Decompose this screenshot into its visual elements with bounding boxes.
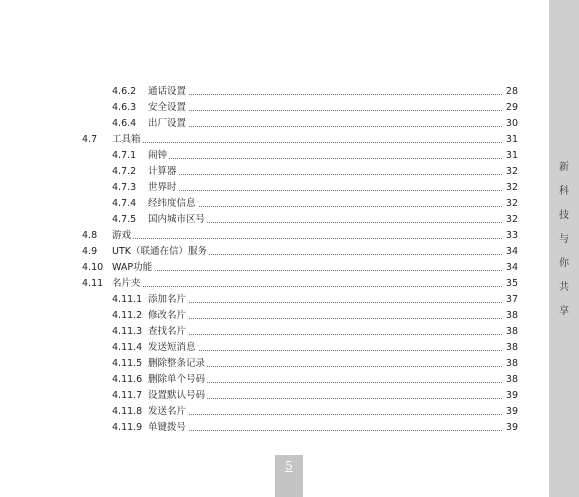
toc-entry[interactable] — [82, 132, 518, 148]
side-banner-char: 共 — [559, 282, 569, 293]
toc-dot-leader — [148, 414, 502, 415]
toc-dot-leader — [148, 190, 502, 191]
toc-entry-title: 删除单个号码 — [148, 372, 207, 388]
toc-entry[interactable] — [82, 388, 518, 404]
toc-entry-title: 设置默认号码 — [148, 388, 207, 404]
toc-dot-leader — [148, 174, 502, 175]
toc-dot-leader — [112, 270, 502, 271]
toc-entry-page: 38 — [502, 324, 518, 340]
toc-entry[interactable] — [82, 212, 518, 228]
toc-entry-number: 4.11.3 — [112, 326, 143, 337]
toc-entry-page: 31 — [502, 148, 518, 164]
toc-entry-number: 4.11.5 — [112, 358, 143, 369]
toc-entry-number: 4.11 — [82, 278, 104, 289]
toc-entry[interactable] — [82, 228, 518, 244]
page-number-box — [275, 455, 303, 497]
toc-entry-number: 4.11.2 — [112, 310, 143, 321]
toc-entry-title: 安全设置 — [148, 100, 188, 116]
side-banner — [549, 0, 579, 497]
toc-entry-title: 删除整条记录 — [148, 356, 207, 372]
toc-dot-leader — [112, 238, 502, 239]
toc-dot-leader — [148, 430, 502, 431]
toc-entry-title: 游戏 — [112, 228, 133, 244]
toc-dot-leader — [148, 158, 502, 159]
toc-entry-title: 世界时 — [148, 180, 179, 196]
toc-entry-page: 38 — [502, 340, 518, 356]
toc-entry-page: 34 — [502, 244, 518, 260]
toc-entry-number: 4.9 — [82, 246, 98, 257]
toc-entry-page: 28 — [502, 84, 518, 100]
toc-dot-leader — [112, 286, 502, 287]
toc-entry-page: 31 — [502, 132, 518, 148]
table-of-contents — [82, 84, 518, 436]
toc-entry[interactable] — [82, 116, 518, 132]
toc-entry-title: 发送名片 — [148, 404, 188, 420]
toc-entry[interactable] — [82, 276, 518, 292]
toc-entry-title: 国内城市区号 — [148, 212, 207, 228]
toc-entry[interactable] — [82, 244, 518, 260]
toc-entry-number: 4.8 — [82, 230, 98, 241]
toc-dot-leader — [148, 110, 502, 111]
toc-entry[interactable] — [82, 84, 518, 100]
toc-entry-page: 32 — [502, 212, 518, 228]
toc-entry[interactable] — [82, 404, 518, 420]
toc-entry-title: 出厂设置 — [148, 116, 188, 132]
toc-entry-page: 34 — [502, 260, 518, 276]
toc-entry-title: 经纬度信息 — [148, 196, 198, 212]
toc-entry[interactable] — [82, 356, 518, 372]
toc-entry[interactable] — [82, 100, 518, 116]
toc-entry[interactable] — [82, 340, 518, 356]
toc-dot-leader — [148, 94, 502, 95]
side-banner-char: 你 — [559, 258, 569, 269]
toc-entry-title: UTK（联通在信）服务 — [112, 244, 209, 260]
toc-entry-page: 32 — [502, 180, 518, 196]
toc-entry-page: 30 — [502, 116, 518, 132]
toc-entry-number: 4.7 — [82, 134, 98, 145]
toc-entry-title: 通话设置 — [148, 84, 188, 100]
toc-entry-page: 38 — [502, 372, 518, 388]
side-banner-char: 技 — [559, 210, 569, 221]
toc-entry-title: 名片夹 — [112, 276, 143, 292]
toc-entry[interactable] — [82, 180, 518, 196]
toc-dot-leader — [148, 318, 502, 319]
toc-entry-title: 工具箱 — [112, 132, 143, 148]
toc-dot-leader — [112, 142, 502, 143]
toc-entry-title: 修改名片 — [148, 308, 188, 324]
toc-entry-number: 4.6.4 — [112, 118, 137, 129]
toc-entry-number: 4.11.6 — [112, 374, 143, 385]
toc-entry[interactable] — [82, 372, 518, 388]
toc-entry[interactable] — [82, 308, 518, 324]
toc-entry-title: 单键拨号 — [148, 420, 188, 436]
toc-entry[interactable] — [82, 260, 518, 276]
toc-entry-number: 4.7.4 — [112, 198, 137, 209]
toc-entry-number: 4.11.9 — [112, 422, 143, 433]
toc-entry-title: 闹钟 — [148, 148, 169, 164]
toc-entry-number: 4.11.8 — [112, 406, 143, 417]
toc-dot-leader — [148, 206, 502, 207]
toc-entry-page: 38 — [502, 356, 518, 372]
toc-entry-page: 38 — [502, 308, 518, 324]
toc-entry-page: 39 — [502, 388, 518, 404]
toc-entry-page: 35 — [502, 276, 518, 292]
toc-entry-number: 4.7.3 — [112, 182, 137, 193]
toc-dot-leader — [148, 334, 502, 335]
toc-entry-number: 4.7.1 — [112, 150, 137, 161]
toc-entry-number: 4.11.7 — [112, 390, 143, 401]
toc-entry-title: 添加名片 — [148, 292, 188, 308]
toc-entry-number: 4.6.2 — [112, 86, 137, 97]
toc-entry-number: 4.7.2 — [112, 166, 137, 177]
toc-entry-page: 37 — [502, 292, 518, 308]
toc-entry-page: 32 — [502, 164, 518, 180]
side-banner-char: 科 — [559, 186, 569, 197]
toc-entry-page: 39 — [502, 420, 518, 436]
toc-entry[interactable] — [82, 164, 518, 180]
toc-entry-number: 4.7.5 — [112, 214, 137, 225]
toc-entry-page: 32 — [502, 196, 518, 212]
toc-entry-number: 4.11.4 — [112, 342, 143, 353]
side-banner-char: 享 — [559, 306, 569, 317]
toc-dot-leader — [148, 302, 502, 303]
toc-entry-page: 33 — [502, 228, 518, 244]
toc-entry-title: WAP功能 — [112, 260, 154, 276]
toc-entry-number: 4.11.1 — [112, 294, 143, 305]
toc-entry-page: 39 — [502, 404, 518, 420]
toc-entry[interactable] — [82, 196, 518, 212]
toc-entry[interactable] — [82, 324, 518, 340]
toc-entry-title: 发送短消息 — [148, 340, 198, 356]
page-number: 5 — [285, 459, 293, 473]
toc-list — [82, 84, 518, 436]
toc-entry[interactable] — [82, 420, 518, 436]
toc-entry[interactable] — [82, 148, 518, 164]
side-banner-text — [549, 162, 579, 330]
toc-entry-number: 4.10 — [82, 262, 104, 273]
side-banner-char: 新 — [559, 162, 569, 173]
side-banner-char: 与 — [559, 234, 569, 245]
toc-entry-title: 查找名片 — [148, 324, 188, 340]
toc-entry-number: 4.6.3 — [112, 102, 137, 113]
toc-dot-leader — [148, 350, 502, 351]
toc-entry-page: 29 — [502, 100, 518, 116]
toc-dot-leader — [148, 126, 502, 127]
toc-entry-title: 计算器 — [148, 164, 179, 180]
toc-entry[interactable] — [82, 292, 518, 308]
